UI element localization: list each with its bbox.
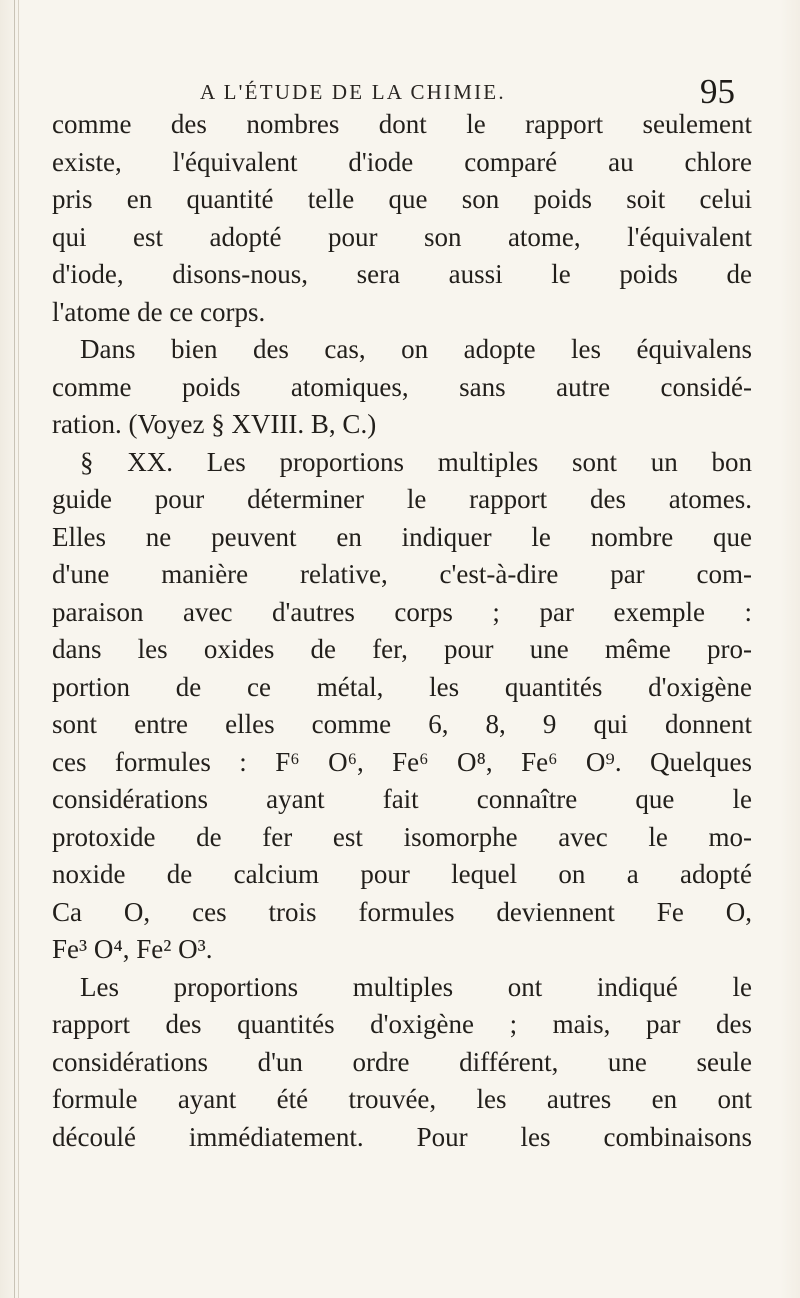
text-line: portion de ce métal, les quantités d'oxigène [52,671,752,702]
running-title: A L'ÉTUDE DE LA CHIMIE. [200,80,506,104]
text-line: découlé immédiatement. Pour les combinaisons [52,1121,752,1152]
text-line: qui est adopté pour son atome, l'équivalent [52,221,752,252]
paragraph-equivalents [52,331,752,444]
text-line: paraison avec d'autres corps ; par exemple : [52,596,752,627]
text-line: formule ayant été trouvée, les autres en ont [52,1084,752,1114]
page-number: 95 [700,72,735,111]
text-line: dans les oxides de fer, pour une même pro- [52,634,752,664]
body-text [52,106,752,1156]
text-line: noxide de calcium pour lequel on a adopté [52,859,752,889]
text-line: d'une manière relative, c'est-à-dire par com- [52,559,752,589]
text-line: d'iode, disons-nous, sera aussi le poids de [52,259,752,289]
text-line: guide pour déterminer le rapport des atomes. [52,484,752,514]
text-line: pris en quantité telle que son poids soit celui [52,184,752,214]
text-line: l'atome de ce corps. [52,296,266,327]
text-line: Les proportions multiples ont indiqué le [80,971,752,1002]
text-line: protoxide de fer est isomorphe avec le mo- [52,821,752,852]
text-line: Dans bien des cas, on adopte les équivalens [80,334,752,364]
text-line: comme poids atomiques, sans autre considé- [52,371,752,402]
text-line: rapport des quantités d'oxigène ; mais, par des [52,1009,752,1039]
text-line: Elles ne peuvent en indiquer le nombre que [52,521,752,552]
section-heading-line: § XX. Les proportions multiples sont un bon [80,446,752,477]
text-line: comme des nombres dont le rapport seulement [52,109,752,139]
paragraph-continuation [52,106,752,331]
formula-line: ces formules : F⁶ O⁶, Fe⁶ O⁸, Fe⁶ O⁹. Quelques [52,746,752,777]
binding-edge-shadow [18,0,19,1298]
text-line: considérations ayant fait connaître que le [52,784,752,814]
formula-line: Fe³ O⁴, Fe² O³. [52,934,213,964]
text-line: Ca O, ces trois formules deviennent Fe O, [52,896,752,927]
binding-edge [14,0,15,1298]
text-line: existe, l'équivalent d'iode comparé au chlore [52,146,752,177]
paragraph-section-xx [52,444,752,969]
text-line: considérations d'un ordre différent, une seule [52,1046,752,1077]
paragraph-multiple-proportions [52,969,752,1157]
text-line: ration. (Voyez § XVIII. B, C.) [52,409,377,439]
text-line: sont entre elles comme 6, 8, 9 qui donnent [52,709,752,739]
